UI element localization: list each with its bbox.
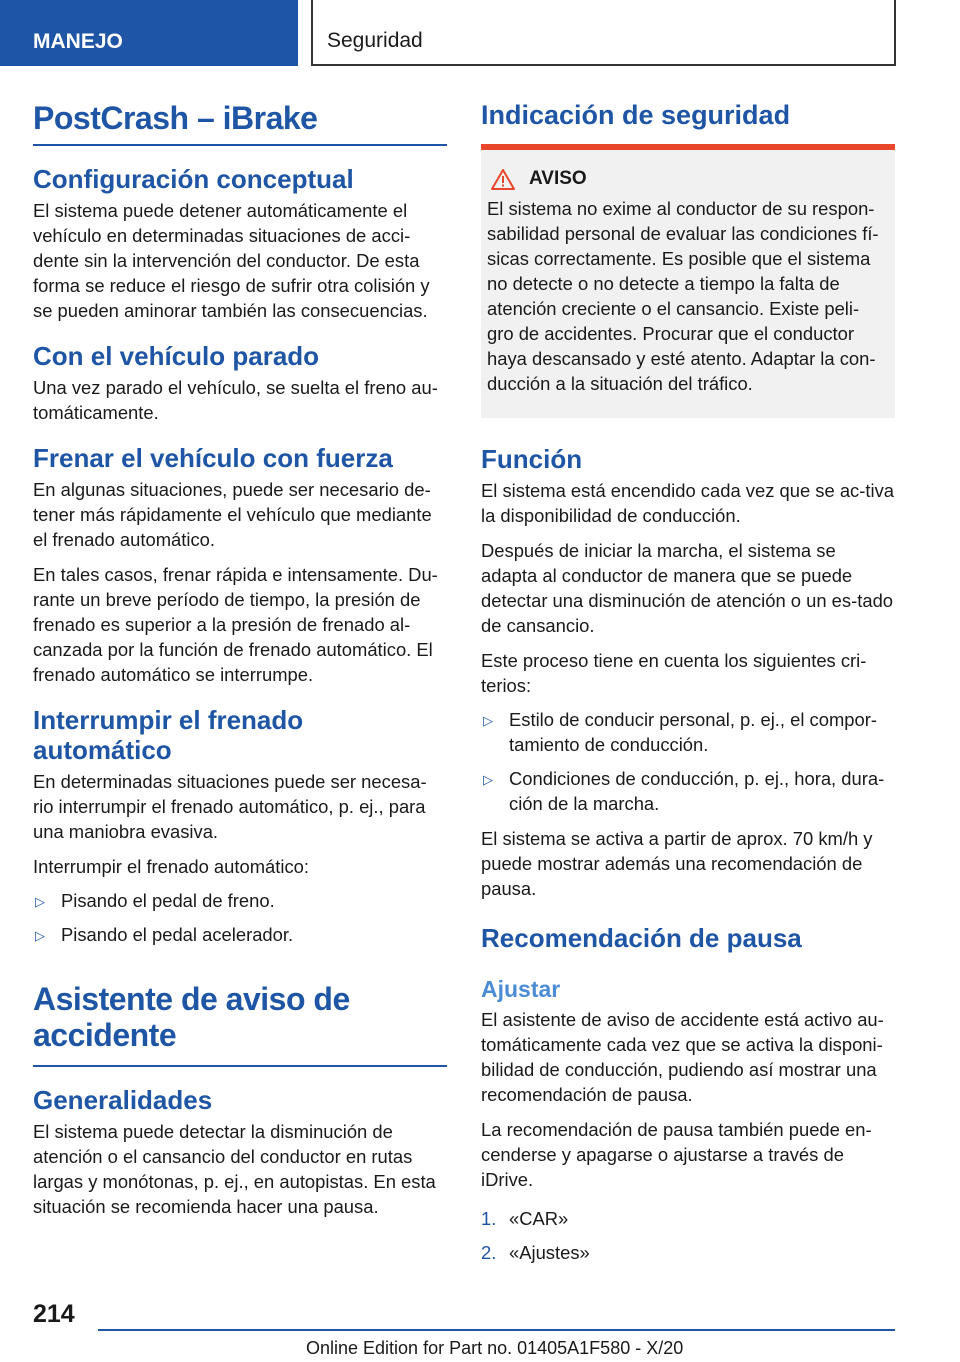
list-item (481, 1206, 895, 1231)
generalidades-title: Generalidades (33, 1085, 213, 1115)
funcion-text-2: Después de iniciar la marcha, el sistema se adapta al conductor de manera que se puede detectar una disminución de atención o un es-tado de cansancio. (481, 540, 894, 636)
warning-label: AVISO (529, 168, 587, 189)
parado-text: Una vez parado el vehículo, se suelta el freno au-tomáticamente. (33, 377, 438, 423)
conf-title: Configuración conceptual (33, 164, 354, 194)
list-item (481, 766, 895, 816)
ajustar-text-2: La recomendación de pausa también puede en-cenderse y apagarse o ajustarse a través de iDrive. (481, 1119, 872, 1190)
ajustar-title: Ajustar (481, 976, 561, 1002)
parado-title: Con el vehículo parado (33, 341, 320, 371)
list-item (481, 707, 895, 757)
ajustar-text-1: El asistente de aviso de accidente está activo au-tomáticamente cada vez que se activa la disponi-bilidad de conducción, pudiendo así mostrar una recomendación de pausa. (481, 1009, 884, 1105)
title-rule (33, 144, 447, 146)
list-item (481, 1240, 895, 1265)
triangle-right-icon: ▷ (483, 713, 493, 728)
warning-text: El sistema no exime al conductor de su respon-sabilidad personal de evaluar las condiciones fí-sicas correctamente. Es posible que el sistema no detecte o no detecte a tiempo la falta de atención creciente o el cansancio. Existe peli-gro de accidentes. Procurar que el conductor haya descansado y esté atento. Adaptar la con-ducción a la situación del tráfico. (487, 198, 879, 394)
warning-triangle-icon (491, 169, 515, 190)
page-number: 214 (33, 1300, 75, 1328)
step-text: «Ajustes» (509, 1242, 590, 1263)
section-label: Seguridad (311, 0, 896, 66)
frenar-text-2: En tales casos, frenar rápida e intensamente. Du-rante un breve período de tiempo, la presión de frenado es superior a la presión de frenado al-canzada por la función de frenado automático. El frenado automático se interrumpe. (33, 564, 438, 685)
triangle-right-icon: ▷ (35, 928, 45, 943)
chapter-tab: MANEJO (0, 0, 298, 66)
interrumpir-text-2: Interrumpir el frenado automático: (33, 856, 309, 877)
triangle-right-icon: ▷ (35, 894, 45, 909)
list-item-text: Estilo de conducir personal, p. ej., el compor-tamiento de conducción. (509, 709, 877, 755)
list-item-text: Pisando el pedal acelerador. (61, 924, 294, 945)
list-item-text: Condiciones de conducción, p. ej., hora, dura-ción de la marcha. (509, 768, 885, 814)
footer-rule (98, 1329, 895, 1331)
frenar-title: Frenar el vehículo con fuerza (33, 443, 393, 473)
interrumpir-title: Interrumpir el frenado automático (33, 705, 304, 765)
title-rule (33, 1065, 447, 1067)
triangle-right-icon: ▷ (483, 772, 493, 787)
edition-text: Online Edition for Part no. 01405A1F580 - X/20 (306, 1338, 684, 1358)
list-item (33, 922, 447, 947)
interrumpir-text-1: En determinadas situaciones puede ser necesa-rio interrumpir el frenado automático, p. ej., para una maniobra evasiva. (33, 771, 427, 842)
funcion-text-1: El sistema está encendido cada vez que se ac-tiva la disponibilidad de conducción. (481, 480, 894, 526)
step-number: 2. (481, 1242, 497, 1263)
list-item-text: Pisando el pedal de freno. (61, 890, 275, 911)
postcrash-title: PostCrash – iBrake (33, 100, 318, 136)
frenar-text-1: En algunas situaciones, puede ser necesario de-tener más rápidamente el vehículo que mediante el frenado automático. (33, 479, 432, 550)
generalidades-text: El sistema puede detectar la disminución de atención o el cansancio del conductor en rutas largas y monótonas, p. ej., en autopistas. En esta situación se recomienda hacer una pausa. (33, 1121, 436, 1217)
list-item (33, 888, 447, 913)
warning-box (481, 150, 895, 418)
asistente-title: Asistente de aviso de accidente (33, 981, 350, 1053)
left-column (33, 100, 447, 1219)
funcion-text-4: El sistema se activa a partir de aprox. 70 km/h y puede mostrar además una recomendación de pausa. (481, 828, 873, 899)
funcion-text-3: Este proceso tiene en cuenta los siguientes cri-terios: (481, 650, 867, 696)
step-text: «CAR» (509, 1208, 569, 1229)
conf-text: El sistema puede detener automáticamente el vehículo en determinadas situaciones de acci-dente sin la intervención del conductor. De esta forma se reduce el riesgo de sufrir otra colisión y se pueden aminorar también las consecuencias. (33, 200, 430, 321)
right-column (481, 100, 895, 1265)
indicacion-title: Indicación de seguridad (481, 100, 791, 130)
warning-header (491, 168, 885, 190)
funcion-title: Función (481, 444, 583, 474)
recomendacion-title: Recomendación de pausa (481, 923, 802, 953)
step-number: 1. (481, 1208, 497, 1229)
